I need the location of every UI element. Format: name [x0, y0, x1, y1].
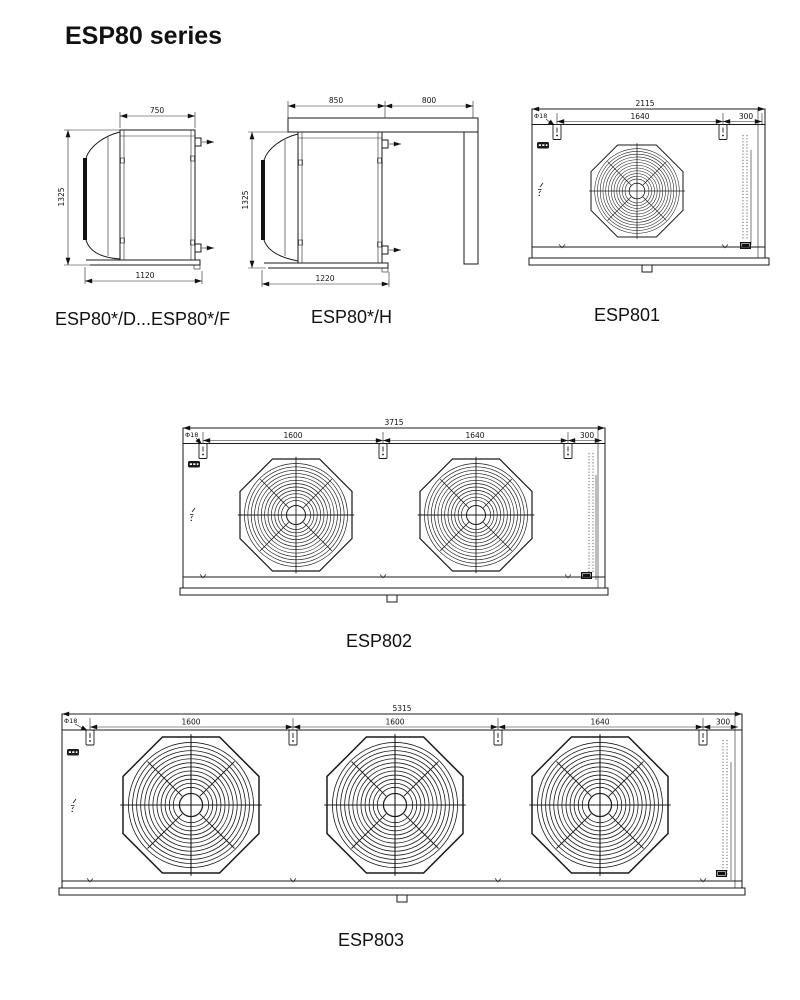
model-caption-esp803: ESP803 [338, 930, 405, 950]
mounting-bracket-icon [719, 125, 727, 140]
hole-callout [64, 717, 88, 731]
fan-grill [238, 457, 354, 573]
top-dims-850-800 [288, 96, 473, 118]
drip-tray [86, 260, 200, 269]
hole-callout [534, 112, 555, 126]
mounting-bracket-icon [86, 730, 94, 745]
dim-label-span-right: 800 [421, 96, 437, 105]
esp801-drawing [525, 95, 780, 285]
fan-shroud [261, 134, 298, 261]
dim-label-seg2: 300 [738, 112, 754, 121]
unit-body [298, 132, 382, 263]
fan-shroud [83, 132, 120, 259]
fan-grill [324, 734, 465, 875]
side-view-df-drawing [50, 92, 245, 307]
mounting-bracket-icon [494, 730, 502, 745]
unit-outline [532, 109, 765, 258]
drain-tab [642, 265, 652, 272]
model-caption-side-df: ESP80*/D...ESP80*/F [55, 309, 231, 329]
hole-diameter-label: Φ18 [534, 112, 548, 120]
esp802-drawing [175, 415, 615, 613]
bottom-dim-1120 [85, 267, 202, 284]
nameplate-icon [188, 461, 200, 468]
nameplate-icon [67, 749, 79, 756]
mounting-bracket-icon [699, 730, 707, 745]
label-icon [716, 870, 727, 877]
drip-tray [180, 574, 608, 602]
segment-dims [90, 718, 738, 731]
bottom-dim-1220 [262, 270, 389, 287]
dim-label-seg1: 1600 [283, 431, 303, 440]
coil-fin-column [723, 714, 735, 888]
side-view-h-drawing [240, 88, 490, 308]
segment-dims [557, 112, 762, 125]
fan-grill [589, 143, 685, 239]
refrigerant-symbol [538, 183, 543, 196]
dim-label-seg1: 1600 [181, 717, 201, 727]
drip-tray [59, 878, 745, 902]
fan-grill [120, 734, 261, 875]
hole-diameter-label: Φ18 [185, 431, 199, 439]
fan-grill [529, 734, 670, 875]
dim-label-total: 3715 [384, 418, 404, 427]
pipe-connection-icon [195, 138, 214, 252]
segment-dims [203, 431, 602, 444]
model-caption-esp802: ESP802 [346, 631, 413, 651]
top-dim-750 [120, 106, 195, 128]
dim-label-depth: 1220 [315, 274, 335, 283]
dim-label-seg3: 1640 [590, 717, 610, 727]
drain-tab [387, 595, 397, 602]
dim-label-total: 2115 [635, 99, 655, 108]
mounting-bracket-icon [553, 125, 561, 140]
dim-label-seg4: 300 [715, 717, 731, 727]
esp803-drawing [55, 700, 755, 915]
left-dim-1325 [241, 132, 298, 268]
page-title: ESP80 series [65, 22, 223, 50]
fan-grill [418, 457, 534, 573]
dim-label-seg1: 1640 [630, 112, 650, 121]
dim-label-seg3: 300 [579, 431, 595, 440]
refrigerant-symbol [71, 799, 76, 812]
nameplate-icon [537, 142, 549, 149]
model-caption-side-h: ESP80*/H [311, 307, 393, 327]
dim-label-height: 1325 [241, 190, 250, 210]
unit-outline [183, 428, 605, 588]
dim-label-height: 1325 [57, 187, 66, 207]
dim-label-seg2: 1600 [385, 717, 405, 727]
model-caption-esp801: ESP801 [594, 305, 661, 325]
dim-label-total: 5315 [392, 704, 412, 713]
label-icon [581, 572, 592, 579]
unit-body [120, 130, 195, 260]
drain-tab [397, 895, 407, 902]
coil-fin-column [743, 109, 758, 258]
hole-callout [185, 431, 202, 445]
mounting-bracket-icon [379, 444, 387, 459]
dim-label-span-left: 850 [328, 96, 344, 105]
drip-tray [264, 263, 388, 272]
dim-label-depth: 1120 [135, 271, 155, 280]
pipe-connection-icon [382, 140, 401, 254]
coil-fin-column [589, 428, 598, 588]
dim-label-width: 750 [149, 106, 165, 115]
label-icon [740, 242, 751, 249]
refrigerant-symbol [190, 508, 195, 521]
mounting-bracket-icon [289, 730, 297, 745]
drip-tray [529, 244, 769, 272]
hole-diameter-label: Φ18 [64, 717, 78, 725]
mounting-bracket-icon [564, 444, 572, 459]
dim-label-seg2: 1640 [465, 431, 485, 440]
mounting-bracket-icon [199, 444, 207, 459]
